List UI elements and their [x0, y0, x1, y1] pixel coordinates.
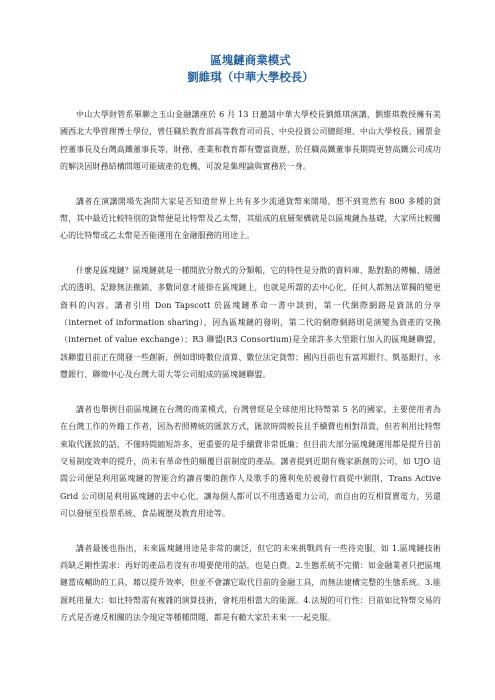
document-subtitle: 劉維琪（中華大學校長）	[187, 70, 314, 84]
paragraph-what-is-blockchain: 什麼是區塊鏈？區塊鏈就是一種開放分散式的分類帳，它的特性是分散的資料庫、點對點的傳輸、隱匿式的透明、記錄無法撤銷、多數同意才能掛在區塊鏈上，也就是所謂的去中心化，任何人都無法單獨的變更資料的內容。講者引用 Don Tapscott 於區塊鏈革命一書中談到，第一代網際網路是資訊的分享（internet of information sharing），因為區塊鏈的發明，第二代的網際網路則是演變為資產的交換（internet of value exchange）；R3 聯盟(R3 Consortium)是全球許多大型銀行加入的區塊鏈聯盟，該聯盟目前正在開發一些創新，例如即時數位清算、數位法定貨幣；國內目前也有富邦銀行、凱基銀行、永豐銀行、聯徵中心及台灣大哥大等公司組成的區塊鏈聯盟。	[60, 265, 441, 380]
paragraph-challenges: 講者最後也指出，未來區塊鏈用途是非常的廣泛，但它的未來挑戰尚有一些待克服，如 1.區塊鏈技術尚缺乏剛性需求：再好的產品若沒有市場要使用的話，也是白費。2.生態系統不完備：如金融業者只把區塊鏈當成輔助的工具，藉以提升效率，但並不會讓它取代目前的金融工具，而無法建構完整的生態系統。3.能源耗用量大：如比特幣需有複雜的演算技術，會耗用相當大的能源。4.法規的可行性：目前如比特幣交易的方式是否違反相關的法令規定等種種問題，都是有賴大家於未來一一起克服。	[60, 543, 441, 623]
paragraph-intro: 中山大學財管系畢聯之玉山金融講座於 6 月 13 日邀請中華大學校長劉維琪演講，劉維琪教授擁有美國西北大學管理博士學位，曾任職於教育部高等教育司司長、中央投資公司總經理、中山大學校長、國票金控董事長及台灣高鐵董事長等，財務、產業和教育都有豐富資歷，於任職高鐵董事長期間更替高鐵公司成功的解決因財務結構問題可能破產的危機，可說是集理論與實務於一身。	[60, 110, 441, 172]
document-title: 區塊鏈商業模式	[210, 53, 291, 67]
paragraph-currencies: 講者在演講開場先詢問大家是否知道世界上共有多少流通貨幣來開場，想不到竟然有 800 多種的貨幣，其中最近比較特別的貨幣便是比特幣及乙太幣，其組成的底層架構就是以區塊鏈為基礎，大家所比較關心的比特幣或乙太幣是否能運用在金融服務的用途上。	[60, 196, 441, 241]
paragraph-business-models: 講者也舉例目前區塊鏈在台灣的商業模式，台灣曾經是全球使用比特幣第 5 名的國家，主要使用者為在台灣工作的外籍工作者，因為若照傳統的匯款方式，匯款時間較長且手續費也相對昂貴，但若利用比特幣來取代匯款的話，不僅時間縮短許多，更重要的是手續費非常低廉；但目前大部分區塊鏈運用都是提升目前交易制度效率的提升，尚未有革命性的顛覆目前制度的產品。講者提到近期有幾家新創的公司，如 UJO 這間公司便是利用區塊鏈的智能合約讓音樂的創作人及歌手的獲利免於被發行商從中剝削，Trans Active Grid 公司則是利用區塊鏈的去中心化，讓每個人都可以不用透過電力公司，而自由的互相買賣電力，另還可以發展至投票系統、食品履歷及教育用途等。	[60, 404, 441, 519]
